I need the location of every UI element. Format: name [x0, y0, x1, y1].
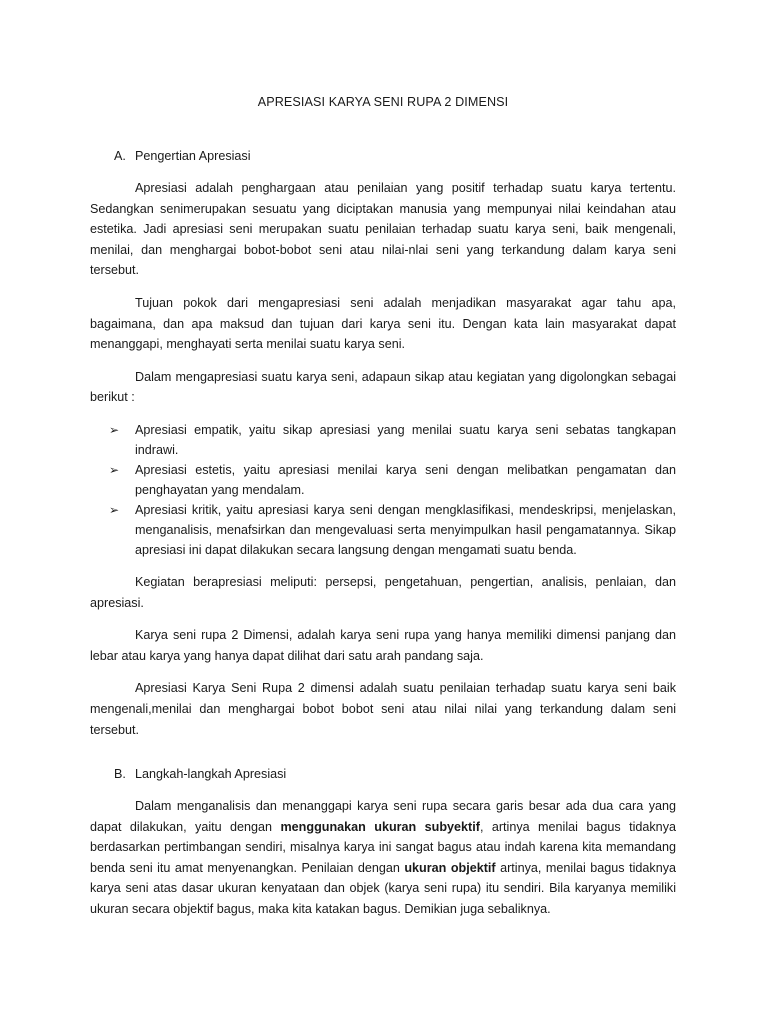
- paragraph-text: artinya, menilai bagus tidaknya karya seni atas dasar ukuran kenyataan dan objek (karya seni rupa) itu sendiri. Bila karyanya memiliki ukuran secara objektif bagus, maka kita katakan bagus. Demikian juga sebaliknya.: [90, 860, 676, 917]
- section-a-heading: [90, 146, 676, 166]
- list-item-text: Apresiasi empatik, yaitu sikap apresiasi yang menilai suatu karya seni sebatas tangkapan indrawi.: [135, 422, 676, 457]
- arrow-bullet-icon: ➢: [109, 502, 120, 517]
- bullet-list: [90, 420, 676, 560]
- paragraph: Tujuan pokok dari mengapresiasi seni adalah menjadikan masyarakat agar tahu apa, bagaimana, dan apa maksud dan tujuan dari karya seni itu. Dengan kata lain masyarakat dapat menanggapi, menghayati serta menilai suatu karya seni.: [90, 295, 676, 352]
- list-item: [90, 460, 676, 500]
- spacer: [90, 752, 676, 764]
- paragraph: Kegiatan berapresiasi meliputi: persepsi, pengetahuan, pengertian, analisis, penlaian, dan apresiasi.: [90, 574, 676, 610]
- arrow-bullet-icon: ➢: [109, 462, 120, 477]
- list-item-text: Apresiasi estetis, yaitu apresiasi menilai karya seni dengan melibatkan pengamatan dan penghayatan yang mendalam.: [135, 462, 676, 497]
- document-page: [90, 92, 676, 932]
- paragraph: Apresiasi Karya Seni Rupa 2 dimensi adalah suatu penilaian terhadap suatu karya seni baik mengenali,menilai dan menghargai bobot bobot seni atau nilai nilai yang terkandung dalam seni tersebut.: [90, 681, 676, 737]
- list-item-text: Apresiasi kritik, yaitu apresiasi karya seni dengan mengklasifikasi, mendeskripsi, menjelaskan, menganalisis, menafsirkan dan mengevaluasi serta menyimpulkan hasil pengamatannya. Sikap apresiasi ini dapat dilakukan secara langsung dengan mengamati suatu benda.: [135, 502, 676, 557]
- paragraph: Dalam mengapresiasi suatu karya seni, adapaun sikap atau kegiatan yang digolongkan sebagai berikut :: [90, 369, 676, 405]
- section-a-letter: A.: [114, 149, 126, 163]
- paragraph: Karya seni rupa 2 Dimensi, adalah karya seni rupa yang hanya memiliki dimensi panjang dan lebar atau karya yang hanya dapat dilihat dari satu arah pandang saja.: [90, 628, 676, 663]
- paragraph-text: Dalam menganalisis dan menanggapi karya seni rupa secara garis besar ada dua cara yang dapat dilakukan, yaitu dengan: [90, 799, 676, 834]
- list-item: [90, 500, 676, 560]
- paragraph: [90, 796, 676, 920]
- arrow-bullet-icon: ➢: [109, 422, 120, 437]
- emphasis-text: menggunakan ukuran subyektif: [280, 819, 480, 834]
- document-title: APRESIASI KARYA SENI RUPA 2 DIMENSI: [257, 95, 509, 109]
- paragraph-text: , artinya menilai bagus tidaknya berdasarkan pertimbangan sendiri, misalnya karya ini sangat bagus atau indah karena kita memandang benda seni itu amat menyenangkan. Penilaian dengan: [90, 819, 676, 875]
- list-item: [90, 420, 676, 460]
- section-b-heading: [90, 764, 676, 784]
- paragraph: Apresiasi adalah penghargaan atau penilaian yang positif terhadap suatu karya tertentu. Sedangkan senimerupakan sesuatu yang diciptakan manusia yang mempunyai nilai keindahan atau estetika. Jadi apresiasi seni merupakan suatu penilaian terhadap suatu karya seni, baik mengenali, menilai, dan menghargai bobot-bobot seni atau nilai-nlai seni yang terkandung dalam karya seni tersebut.: [90, 181, 676, 278]
- section-a-title: Pengertian Apresiasi: [135, 149, 251, 163]
- emphasis-text: ukuran objektif: [404, 860, 496, 875]
- section-b-letter: B.: [114, 767, 126, 782]
- section-b-title: Langkah-langkah Apresiasi: [135, 767, 287, 782]
